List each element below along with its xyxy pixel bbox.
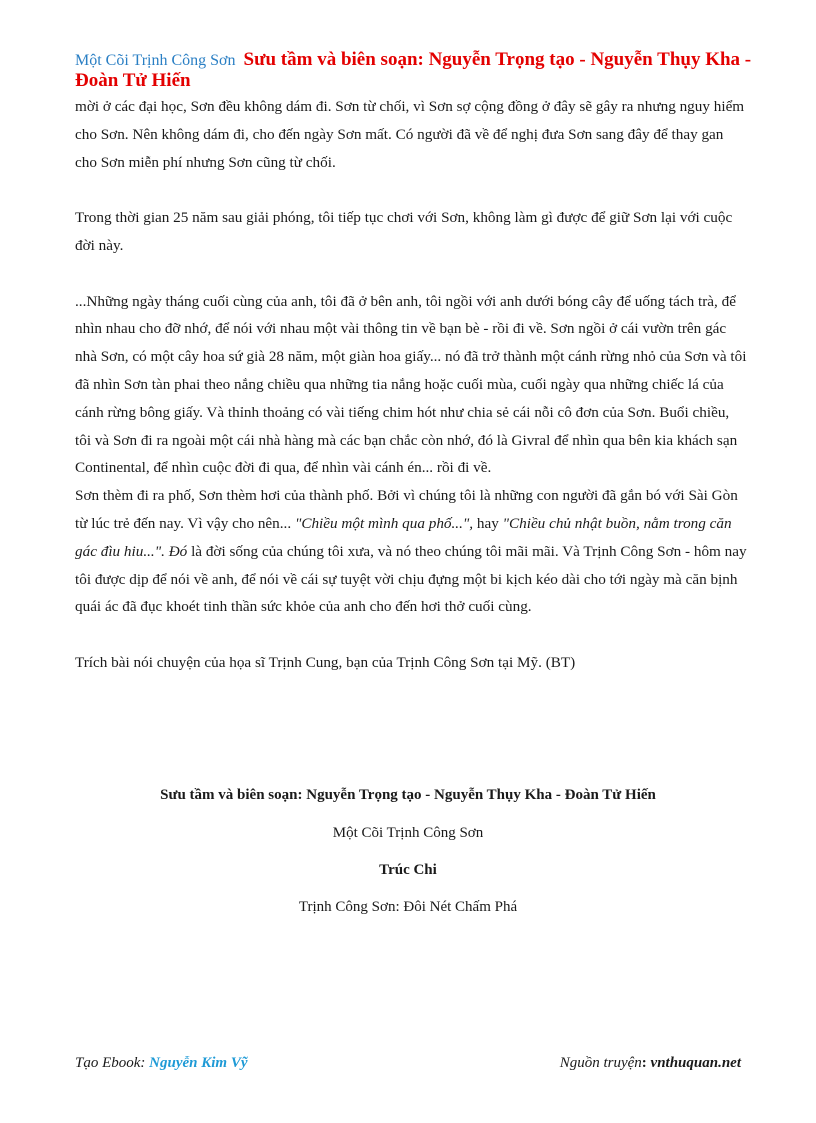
book-series-title: Một Cõi Trịnh Công Sơn	[75, 52, 236, 69]
source-site-link[interactable]: vnthuquan.net	[650, 1055, 741, 1071]
source-citation: Trích bài nói chuyện của họa sĩ Trịnh Cung, bạn của Trịnh Công Sơn tại Mỹ. (BT)	[75, 653, 576, 671]
paragraph-4-part-c: là đời sống của chúng tôi xưa, và nó theo chúng tôi mãi mãi. Và Trịnh Công Sơn - hôm nay tôi được dịp để nói về anh, để nói về cái sự tuyệt vời chịu đựng một bi kịch kéo dài cho tới ngày mà căn bịnh quái ác đã đục khoét tinh thần sức khỏe của anh cho đến hơi thở cuối cùng.	[75, 542, 747, 616]
article-body	[75, 93, 747, 677]
source-label: Nguồn truyện	[559, 1055, 642, 1071]
page-header	[75, 50, 755, 92]
paragraph-4-part-b: hay	[473, 514, 503, 532]
song-quote-2: "Chiều chủ nhật buồn, nằm trong căn gác đìu hiu...". Đó	[75, 514, 732, 560]
song-quote-1: "Chiều một mình qua phố...",	[294, 514, 474, 532]
compiler-credit: Sưu tầm và biên soạn: Nguyễn Trọng tạo - Nguyễn Thụy Kha - Đoàn Tử Hiến	[75, 49, 752, 91]
colophon-author: Trúc Chi	[379, 862, 437, 878]
paragraph-4	[75, 482, 747, 621]
paragraph-2: Trong thời gian 25 năm sau giải phóng, tôi tiếp tục chơi với Sơn, không làm gì được để giữ Sơn lại với cuộc đời này.	[75, 209, 733, 254]
colophon-article-title: Trịnh Công Sơn: Đôi Nét Chấm Phá	[298, 899, 518, 915]
colophon-credit: Sưu tầm và biên soạn: Nguyễn Trọng tạo - Nguyễn Thụy Kha - Đoàn Tử Hiến	[160, 787, 656, 803]
ebook-creator-link[interactable]: Nguyễn Kim Vỹ	[149, 1055, 248, 1071]
ebook-credit: Tạo Ebook: Nguyễn Kim Vỹ	[75, 1055, 248, 1071]
paragraph-4-part-a: Sơn thèm đi ra phố, Sơn thèm hơi của thành phố. Bởi vì chúng tôi là những con người đã gắn bó với Sài Gòn từ lúc trẻ đến nay. Vì vậy cho nên...	[75, 487, 738, 532]
paragraph-3: ...Những ngày tháng cuối cùng của anh, tôi đã ở bên anh, tôi ngồi với anh dưới bóng cây để uống tách trà, để nhìn nhau cho đỡ nhớ, để nói với nhau một vài thông tin về bạn bè - rồi đi về. Sơn ngồi ở cái vườn trên gác nhà Sơn, có một cây hoa sứ già 28 năm, một giàn hoa giấy... nó đã trở thành một cánh rừng nhỏ của Sơn và tôi đã nhìn Sơn tàn phai theo nắng chiều qua những tia nắng hoặc cuối mùa, cuối ngày qua những chiếc lá của cánh rừng bông giấy. Và thỉnh thoảng có vài tiếng chim hót như chia sẻ cái nỗi cô đơn của Sơn. Buổi chiều, tôi và Sơn đi ra ngoài một cái nhà hàng mà các bạn chắc còn nhớ, đó là Givral để nhìn qua bên kia khách sạn Continental, để nhìn cuộc đời đi qua, để nhìn vài cánh én... rồi đi về.	[75, 292, 747, 477]
colophon-book-title: Một Cõi Trịnh Công Sơn	[332, 825, 484, 841]
ebook-label: Tạo Ebook	[75, 1055, 141, 1071]
page-footer	[75, 1055, 741, 1072]
source-credit: Nguồn truyện: vnthuquan.net	[559, 1055, 741, 1071]
paragraph-1: mời ở các đại học, Sơn đều không dám đi. Sơn từ chối, vì Sơn sợ cộng đồng ở đây sẽ gây ra nhưng nguy hiểm cho Sơn. Nên không dám đi, cho đến ngày Sơn mất. Có người đã về để nghị đưa Sơn sang đây để thay gan cho Sơn miễn phí nhưng Sơn cũng từ chối.	[75, 98, 745, 171]
